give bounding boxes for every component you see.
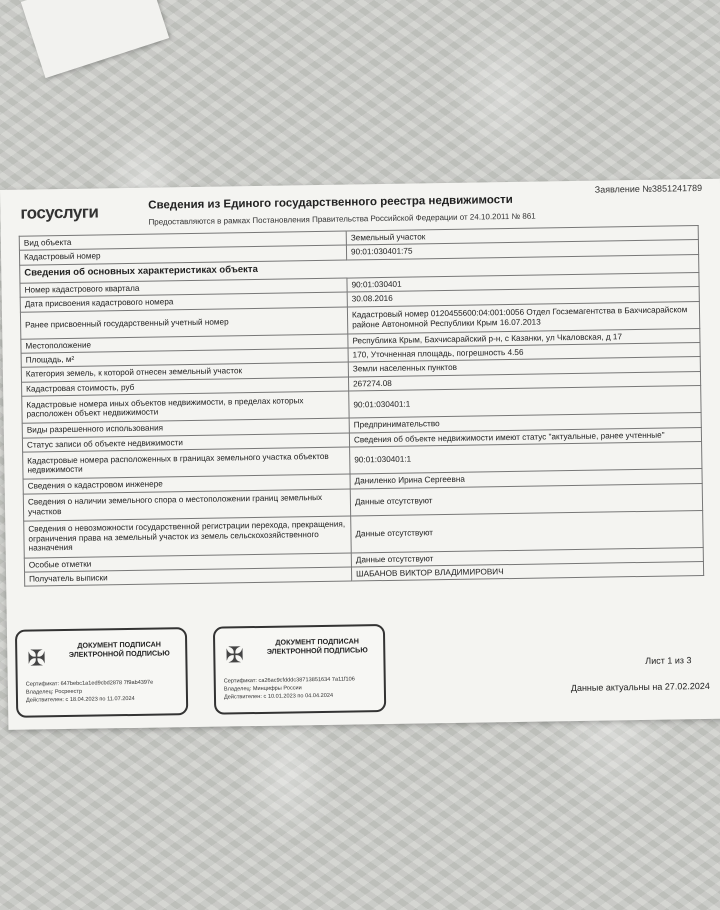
property-info-table: [19, 225, 704, 587]
stamp-title: ДОКУМЕНТ ПОДПИСАН ЭЛЕКТРОННОЙ ПОДПИСЬЮ: [68, 639, 170, 659]
document-subtitle: Предоставляются в рамках Постановления Правительства Российской Федерации от 24.10.2011 № 861: [148, 211, 536, 227]
data-actual-date: Данные актуальны на 27.02.2024: [570, 680, 710, 694]
row-label: Площадь, м²: [21, 348, 348, 368]
row-value: Земельный участок: [346, 226, 698, 246]
coat-of-arms-icon: ✠: [225, 642, 244, 668]
row-label: Сведения о наличии земельного спора о местоположении границ земельных участков: [23, 489, 350, 521]
row-label: Сведения о кадастровом инженере: [23, 474, 350, 494]
row-label: Сведения о невозможности государственной регистрации перехода, прекращения, ограничения права на земельный участок из земель сельскохозяйственного назначения: [24, 516, 352, 558]
row-value: Даниленко Ирина Сергеевна: [350, 469, 702, 489]
row-value: 90:01:030401:1: [349, 386, 701, 419]
stamp-title: ДОКУМЕНТ ПОДПИСАН ЭЛЕКТРОННОЙ ПОДПИСЬЮ: [266, 636, 368, 656]
section-title: Сведения об основных характеристиках объекта: [20, 254, 699, 283]
row-value: Сведения об объекте недвижимости имеют статус "актуальные, ранее учтенные": [349, 427, 701, 447]
stamp-certificate: Сертификат: ca26ac9cfdddc38713851634 7a11f106: [223, 676, 355, 685]
row-value: 170, Уточненная площадь, погрешность 4.56: [348, 343, 700, 363]
row-label: Виды разрешенного использования: [22, 418, 349, 438]
row-value: ШАБАНОВ ВИКТОР ВЛАДИМИРОВИЧ: [351, 561, 703, 581]
row-label: Кадастровая стоимость, руб: [22, 377, 349, 397]
gosuslugi-logo: госуслуги: [20, 202, 99, 223]
row-value: Предпринимательство: [349, 413, 701, 433]
row-label: Дата присвоения кадастрового номера: [20, 292, 347, 312]
row-value: 30.08.2016: [347, 287, 699, 307]
stamp-owner: Владелец: Минцифры России: [223, 685, 302, 693]
row-value: 90:01:030401:1: [350, 442, 702, 475]
signature-stamp-mintsifry: [213, 624, 386, 715]
row-label: Вид объекта: [19, 231, 346, 251]
row-value: Республика Крым, Бахчисарайский р-н, с Казанки, ул Чкаловская, д 17: [348, 328, 700, 348]
row-label: Ранее присвоенный государственный учетный номер: [20, 307, 347, 339]
stamp-certificate: Сертификат: 647bebc1a1ed9cbd2878 7f9ab4397e: [25, 679, 154, 688]
row-value: Кадастровый номер 0120455600:04:001:0056 Отдел Госземагентства в Бахчисарайском районе Автономной Республики Крым 16.07.2013: [347, 301, 699, 334]
row-value: Данные отсутствуют: [351, 547, 703, 567]
extract-document: [0, 179, 720, 730]
background-paper-corner: [21, 0, 169, 78]
row-value: Данные отсутствуют: [350, 483, 702, 516]
stamp-validity: Действителен: с 18.04.2023 по 11.07.2024: [25, 695, 135, 704]
document-title: Сведения из Единого государственного реестра недвижимости: [148, 193, 513, 212]
row-label: Получатель выписки: [25, 567, 352, 587]
row-label: Особые отметки: [24, 553, 351, 573]
stamp-validity: Действителен: с 10.01.2023 по 04.04.2024: [223, 692, 334, 701]
page-number: Лист 1 из 3: [645, 655, 692, 666]
row-label: Статус записи об объекте недвижимости: [22, 433, 349, 453]
row-label: Номер кадастрового квартала: [20, 278, 347, 298]
row-label: Кадастровые номера иных объектов недвижимости, в пределах которых расположен объект недвижимости: [22, 391, 349, 423]
row-value: Земли населенных пунктов: [348, 357, 700, 377]
row-value: 90:01:030401:75: [346, 240, 698, 260]
signature-stamp-rosreestr: [15, 627, 188, 718]
row-label: Местоположение: [21, 334, 348, 354]
stamp-owner: Владелец: Росреестр: [25, 688, 83, 696]
row-label: Категория земель, к которой отнесен земельный участок: [21, 363, 348, 383]
row-value: Данные отсутствуют: [351, 510, 704, 553]
application-number: Заявление №3851241789: [594, 182, 703, 195]
row-label: Кадастровые номера расположенных в границах земельного участка объектов недвижимости: [23, 447, 350, 479]
row-value: 267274.08: [348, 371, 700, 391]
row-value: 90:01:030401: [347, 272, 699, 292]
row-label: Кадастровый номер: [19, 245, 346, 265]
coat-of-arms-icon: ✠: [27, 645, 46, 671]
